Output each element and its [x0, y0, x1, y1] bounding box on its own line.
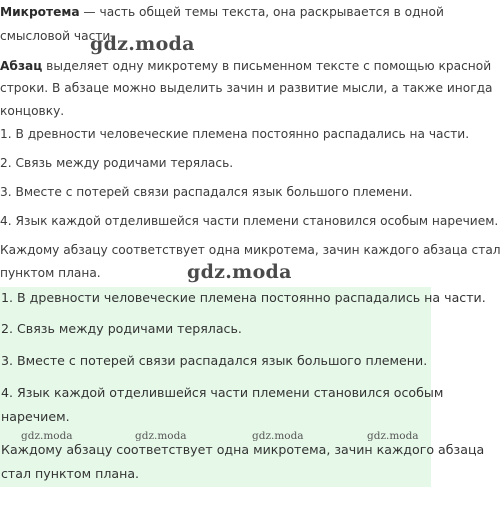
- watermark-small-1: gdz.moda: [21, 430, 73, 442]
- conclusion-line-1: Каждому абзацу соответствует одна микротема, зачин каждого абзаца стал: [0, 243, 501, 257]
- plan-item-2: 2. Связь между родичами терялась.: [0, 156, 234, 170]
- microtheme-definition-cont: смысловой части.: [0, 29, 115, 43]
- paragraph-definition-cont2: концовку.: [0, 104, 65, 118]
- paragraph-text: выделяет одну микротему в письменном тексте с помощью красной: [42, 59, 492, 73]
- watermark-middle: gdz.moda: [187, 261, 292, 283]
- answer-conclusion-line-2: стал пунктом плана.: [1, 466, 140, 481]
- plan-item-4: 4. Язык каждой отделившейся части племени становился особым наречием.: [0, 214, 499, 228]
- answer-item-2: 2. Связь между родичами терялась.: [1, 321, 242, 336]
- microtheme-term: Микротема: [0, 5, 80, 19]
- paragraph-definition: [0, 58, 491, 74]
- watermark-small-3: gdz.moda: [252, 430, 304, 442]
- answer-item-4-cont: наречием.: [1, 409, 70, 424]
- watermark-top: gdz.moda: [90, 33, 195, 55]
- answer-item-1: 1. В древности человеческие племена постоянно распадались на части.: [1, 290, 486, 305]
- plan-item-1: 1. В древности человеческие племена постоянно распадались на части.: [0, 127, 470, 141]
- answer-conclusion-line-1: Каждому абзацу соответствует одна микротема, зачин каждого абзаца: [1, 442, 485, 457]
- watermark-small-4: gdz.moda: [367, 430, 419, 442]
- microtheme-definition: [0, 4, 444, 20]
- plan-item-3: 3. Вместе с потерей связи распадался язык большого племени.: [0, 185, 413, 199]
- paragraph-term: Абзац: [0, 59, 43, 73]
- paragraph-definition-cont1: строки. В абзаце можно выделить зачин и развитие мысли, а также иногда: [0, 81, 493, 95]
- conclusion-line-2: пунктом плана.: [0, 266, 101, 280]
- microtheme-text: — часть общей темы текста, она раскрывается в одной: [79, 5, 444, 19]
- watermark-small-2: gdz.moda: [135, 430, 187, 442]
- answer-item-4: 4. Язык каждой отделившейся части племени становился особым: [1, 385, 444, 400]
- answer-item-3: 3. Вместе с потерей связи распадался язык большого племени.: [1, 353, 428, 368]
